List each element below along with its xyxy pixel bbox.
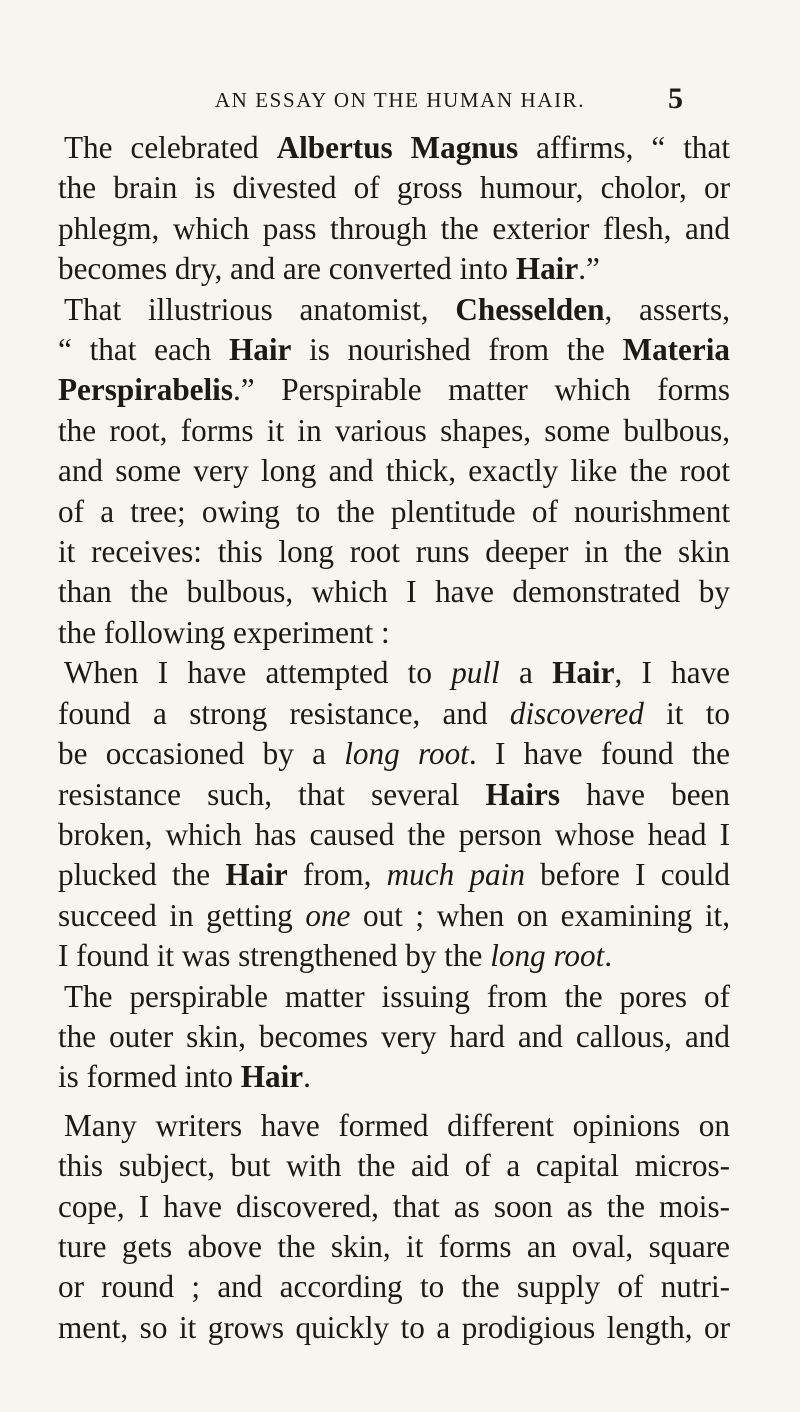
text-line: ment, so it grows quickly to a prodigious length, or: [58, 1309, 730, 1345]
text-line: found a strong resistance, and discovered it to: [58, 695, 730, 731]
paragraph-perspirable-matter: [58, 977, 730, 1098]
text-line: the brain is divested of gross humour, cholor, or: [58, 170, 730, 206]
page-number: 5: [668, 82, 683, 115]
running-title: AN ESSAY ON THE HUMAN HAIR.: [214, 88, 586, 112]
text-line: The celebrated Albertus Magnus affirms, “ that: [64, 130, 730, 165]
text-line: the outer skin, becomes very hard and callous, and: [58, 1018, 730, 1054]
text-line: this subject, but with the aid of a capital micros-: [58, 1148, 730, 1184]
text-line: succeed in getting one out ; when on examining it,: [58, 897, 730, 933]
text-line: cope, I have discovered, that as soon as the mois-: [58, 1188, 730, 1224]
text-line: be occasioned by a long root. I have found the: [58, 736, 730, 772]
text-line: becomes dry, and are converted into Hair.”: [58, 251, 600, 287]
paragraph-albertus-magnus: [58, 128, 730, 290]
text-line: Perspirabelis.” Perspirable matter which forms: [58, 372, 730, 408]
paragraph-chesselden: [58, 290, 730, 654]
text-line: and some very long and thick, exactly like the root: [58, 453, 730, 489]
text-line: broken, which has caused the person whose head I: [58, 816, 730, 852]
running-head: [0, 82, 800, 116]
text-line: than the bulbous, which I have demonstrated by: [58, 574, 730, 610]
text-line: resistance such, that several Hairs have been: [58, 776, 730, 812]
body-text: [58, 128, 730, 1348]
paragraph-experiment: [58, 653, 730, 976]
text-line: the root, forms it in various shapes, some bulbous,: [58, 412, 730, 448]
text-line: is formed into Hair.: [58, 1059, 311, 1095]
text-line: The perspirable matter issuing from the pores of: [64, 978, 730, 1014]
text-line: “ that each Hair is nourished from the Materia: [58, 332, 730, 368]
text-line: the following experiment :: [58, 614, 390, 650]
text-line: plucked the Hair from, much pain before I could: [58, 857, 731, 893]
text-line: it receives: this long root runs deeper in the skin: [58, 534, 730, 570]
text-line: When I have attempted to pull a Hair, I have: [64, 655, 731, 691]
text-line: ture gets above the skin, it forms an oval, square: [58, 1228, 730, 1264]
text-line: I found it was strengthened by the long root.: [58, 938, 613, 974]
paragraph-microscope: [58, 1106, 730, 1348]
text-line: of a tree; owing to the plentitude of nourishment: [58, 493, 730, 529]
text-line: phlegm, which pass through the exterior flesh, and: [58, 210, 730, 246]
text-line: That illustrious anatomist, Chesselden, asserts,: [64, 291, 730, 327]
text-line: Many writers have formed different opinions on: [64, 1107, 730, 1143]
text-line: or round ; and according to the supply of nutri-: [58, 1269, 730, 1305]
